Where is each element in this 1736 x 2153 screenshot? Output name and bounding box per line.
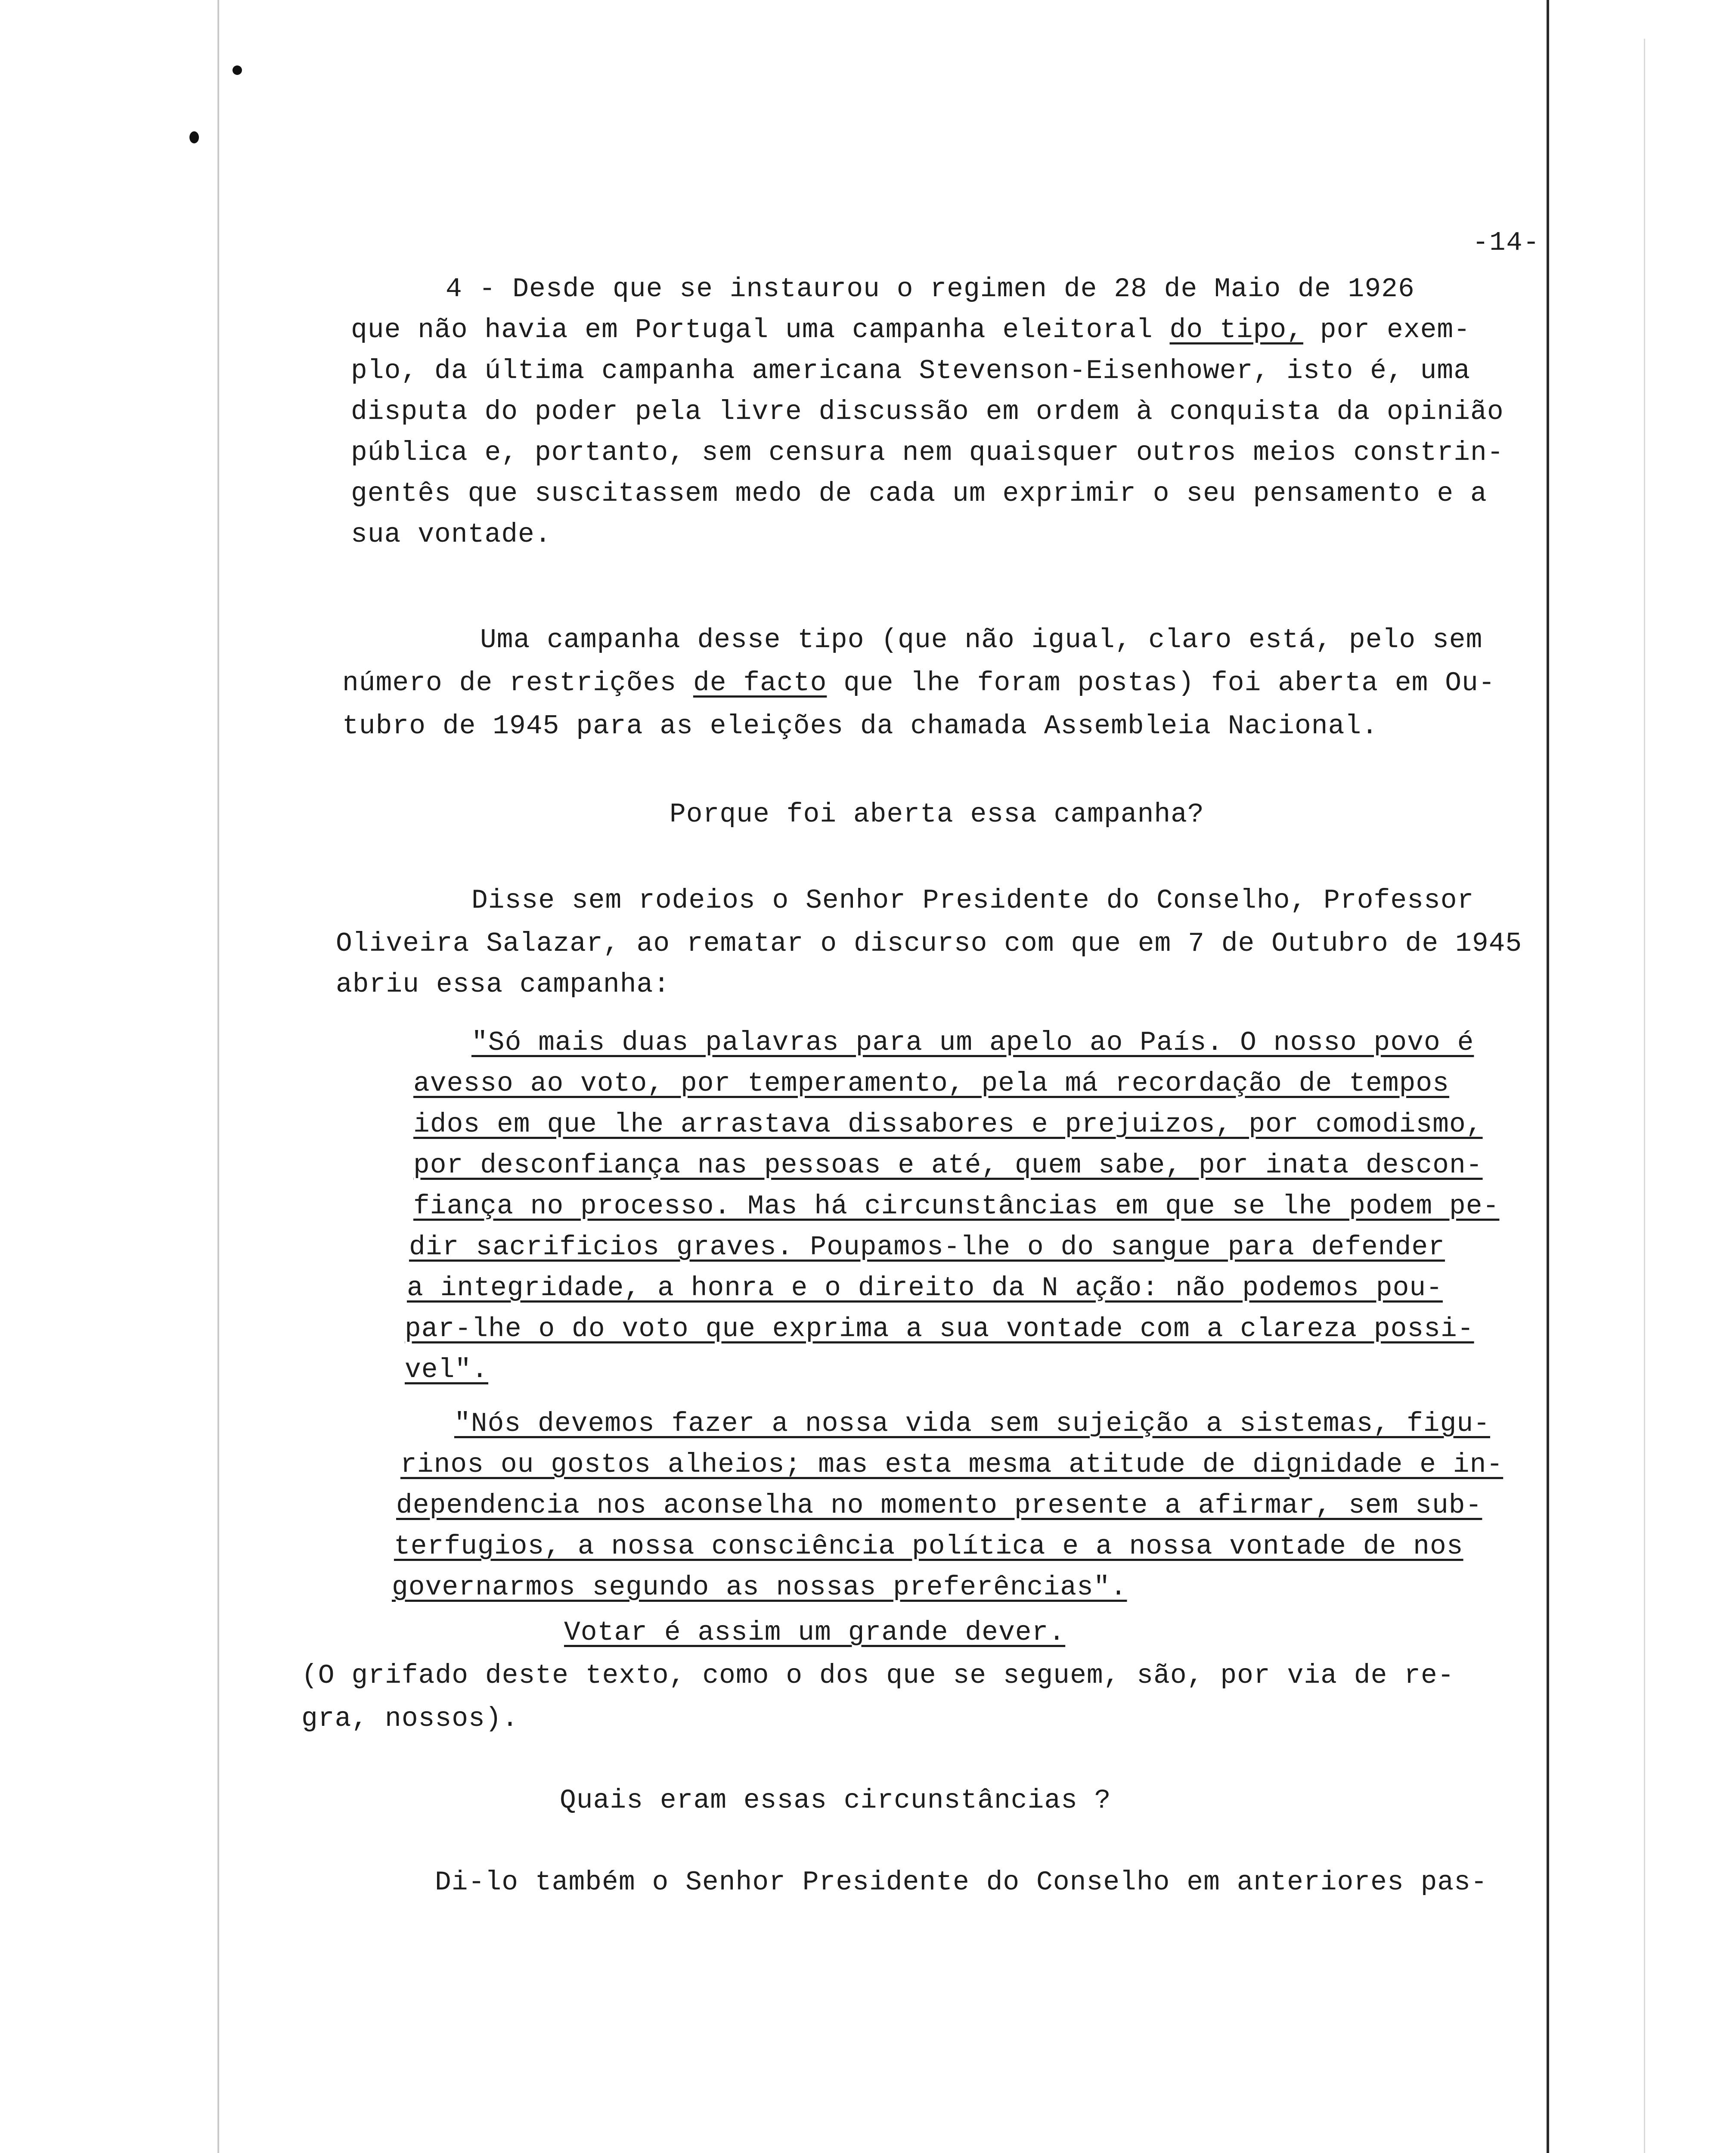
text-line: pública e, portanto, sem censura nem quaisquer outros meios constrin- — [351, 437, 1504, 468]
quote-line: dependencia nos aconselha no momento presente a afirmar, sem sub- — [396, 1490, 1482, 1521]
quote-line: "Nós devemos fazer a nossa vida sem sujeição a sistemas, figu- — [454, 1408, 1490, 1439]
text-line — [342, 670, 1495, 697]
quote-line: vel". — [405, 1355, 489, 1385]
quote-line: idos em que lhe arrastava dissabores e prejuizos, por comodismo, — [413, 1109, 1483, 1140]
quote-line: par-lhe o do voto que exprima a sua vontade com a clareza possi- — [405, 1314, 1474, 1344]
text-line — [351, 316, 1470, 344]
quote-line: terfugios, a nossa consciência política e a nossa vontade de nos — [394, 1531, 1463, 1562]
quote-line: rinos ou gostos alheios; mas esta mesma atitude de dignidade e in- — [400, 1449, 1504, 1480]
quote-line: governarmos segundo as nossas preferências". — [392, 1572, 1127, 1603]
text-line: disputa do poder pela livre discussão em ordem à conquista da opinião — [351, 397, 1504, 427]
text-line: tubro de 1945 para as eleições da chamada Assembleia Nacional. — [342, 711, 1378, 741]
text-line: Oliveira Salazar, ao rematar o discurso com que em 7 de Outubro de 1945 — [336, 928, 1522, 959]
punch-hole-mark — [232, 65, 242, 75]
underlined-phrase: do tipo, — [1169, 315, 1303, 345]
text-line: gra, nossos). — [301, 1703, 519, 1734]
quote-line: a integridade, a honra e o direito da N ação: não podemos pou- — [407, 1273, 1443, 1303]
section-question: Quais eram essas circunstâncias ? — [560, 1785, 1111, 1816]
quote-line: "Só mais duas palavras para um apelo ao País. O nosso povo é — [471, 1027, 1474, 1058]
text-line: Di-lo também o Senhor Presidente do Conselho em anteriores pas- — [435, 1867, 1488, 1898]
text-line: Uma campanha desse tipo (que não igual, claro está, pelo sem — [480, 625, 1483, 655]
quote-line: fiança no processo. Mas há circunstâncias em que se lhe podem pe- — [413, 1191, 1500, 1222]
text-span: por exem- — [1303, 315, 1471, 345]
underlined-phrase: de facto — [693, 668, 827, 698]
quote-line: avesso ao voto, por temperamento, pela má recordação de tempos — [413, 1068, 1449, 1099]
text-span: número de restrições — [342, 668, 693, 698]
page-number: -14- — [1472, 227, 1540, 258]
text-line: (O grifado deste texto, como o dos que se seguem, são, por via de re- — [301, 1660, 1454, 1691]
right-margin-line — [1547, 0, 1549, 2153]
text-line: plo, da última campanha americana Stevenson-Eisenhower, isto é, uma — [351, 356, 1471, 386]
text-line: Disse sem rodeios o Senhor Presidente do Conselho, Professor — [471, 885, 1474, 916]
section-question: Porque foi aberta essa campanha? — [670, 799, 1204, 830]
text-line: abriu essa campanha: — [336, 969, 670, 1000]
text-span: que lhe foram postas) foi aberta em Ou- — [827, 668, 1495, 698]
left-margin-line — [217, 0, 219, 2153]
quote-conclusion: Votar é assim um grande dever. — [564, 1617, 1066, 1648]
quote-line: por desconfiança nas pessoas e até, quem sabe, por inata descon- — [413, 1150, 1483, 1181]
scan-edge-line — [1644, 39, 1645, 2153]
punch-hole-mark — [189, 131, 199, 143]
text-line: sua vontade. — [351, 519, 552, 550]
text-span: que não havia em Portugal uma campanha eleitoral — [351, 315, 1170, 345]
text-line: gentês que suscitassem medo de cada um exprimir o seu pensamento e a — [351, 478, 1487, 509]
quote-line: dir sacrificios graves. Poupamos-lhe o do sangue para defender — [409, 1232, 1445, 1263]
text-line: 4 - Desde que se instaurou o regimen de 28 de Maio de 1926 — [446, 274, 1415, 304]
